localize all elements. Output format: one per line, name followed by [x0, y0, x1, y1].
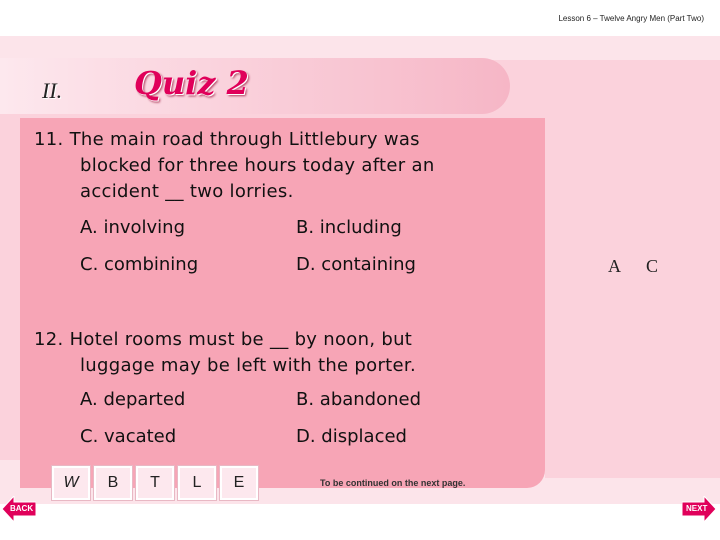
option-11-c[interactable]: C. combining — [80, 254, 199, 275]
continued-note: To be continued on the next page. — [320, 478, 466, 488]
back-button[interactable] — [2, 496, 36, 522]
next-label: NEXT — [686, 504, 708, 513]
option-12-c[interactable]: C. vacated — [80, 426, 177, 447]
question-11 — [34, 127, 435, 205]
answer-area — [545, 118, 720, 478]
question-line: accident __ two lorries. — [80, 181, 294, 202]
option-11-d[interactable]: D. containing — [296, 254, 416, 275]
question-number: 12. — [34, 329, 64, 350]
back-label: BACK — [10, 504, 34, 513]
page-title: Quiz 2 — [134, 64, 249, 102]
next-button[interactable] — [682, 496, 716, 522]
option-11-b[interactable]: B. including — [296, 217, 402, 238]
question-line: The main road through Littlebury was — [69, 129, 420, 150]
option-12-b[interactable]: B. abandoned — [296, 389, 422, 410]
option-12-a[interactable]: A. departed — [80, 389, 186, 410]
letter-button-t[interactable]: T — [136, 466, 174, 500]
question-12 — [34, 327, 416, 379]
letter-button-l[interactable]: L — [178, 466, 216, 500]
letter-button-e[interactable]: E — [220, 466, 258, 500]
lesson-header: Lesson 6 – Twelve Angry Men (Part Two) — [558, 14, 704, 23]
letter-button-b[interactable]: B — [94, 466, 132, 500]
question-line: Hotel rooms must be __ by noon, but — [69, 329, 413, 350]
title-bar — [0, 58, 510, 114]
question-line: luggage may be left with the porter. — [80, 355, 416, 376]
option-12-d[interactable]: D. displaced — [296, 426, 407, 447]
option-11-a[interactable]: A. involving — [80, 217, 186, 238]
answer-12: C — [646, 256, 659, 276]
section-number: II. — [42, 78, 63, 103]
question-line: blocked for three hours today after an — [80, 155, 435, 176]
answer-11: A — [608, 256, 621, 276]
question-number: 11. — [34, 129, 64, 150]
letter-button-w[interactable]: W — [52, 466, 90, 500]
letter-button-row — [52, 466, 262, 500]
